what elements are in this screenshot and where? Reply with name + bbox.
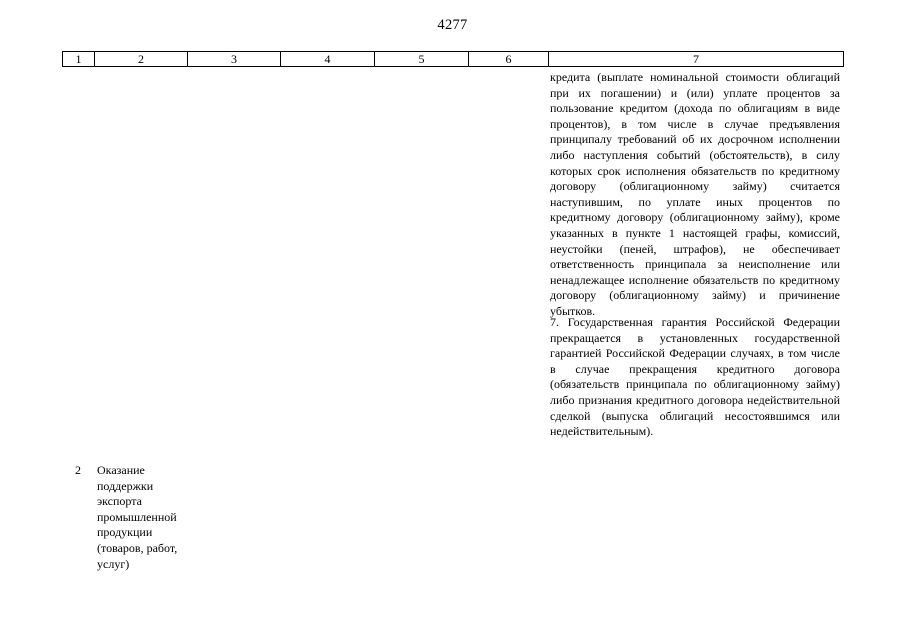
row-2-number: 2: [75, 463, 81, 477]
column-header-2: 2: [95, 52, 188, 67]
column-header-row: [62, 51, 844, 67]
page-number: 4277: [437, 17, 468, 33]
row-2-title: Оказание поддержки экспорта промышленной продукции (товаров, работ, услуг): [97, 463, 178, 571]
column-header-1: 1: [63, 52, 95, 67]
column-header-6: 6: [469, 52, 549, 67]
column-header-4: 4: [281, 52, 375, 67]
column-header-7: 7: [549, 52, 844, 67]
column7-paragraph-7: 7. Государственная гарантия Российской Федерации прекращается в установленных государственной гарантией Российской Федерации случаях, в том числе в случае прекращения кредитного договора (обязательств принципала по облигационному займу) либо признания кредитного договора недействительной сделкой (выпуска облигаций несостоявшимся или недействительным).: [550, 315, 840, 439]
column-header-3: 3: [188, 52, 281, 67]
column-header-5: 5: [375, 52, 469, 67]
column7-continued-paragraph: кредита (выплате номинальной стоимости облигаций при их погашении) и (или) уплате процентов за пользование кредитом (дохода по облигациям в виде процентов), в том числе в случае предъявления принципалу требований об их досрочном исполнении либо наступления событий (обстоятельств), в силу которых срок исполнения обязательств по кредитному договору (облигационному займу) считается наступившим, по уплате иных процентов по кредитному договору (облигационному займу), кроме указанных в пункте 1 настоящей графы, комиссий, неустойки (пеней, штрафов), не обеспечивает ответственность принципала за неисполнение или ненадлежащее исполнение обязательств по кредитному договору (облигационному займу) и причинение убытков.: [550, 70, 840, 318]
